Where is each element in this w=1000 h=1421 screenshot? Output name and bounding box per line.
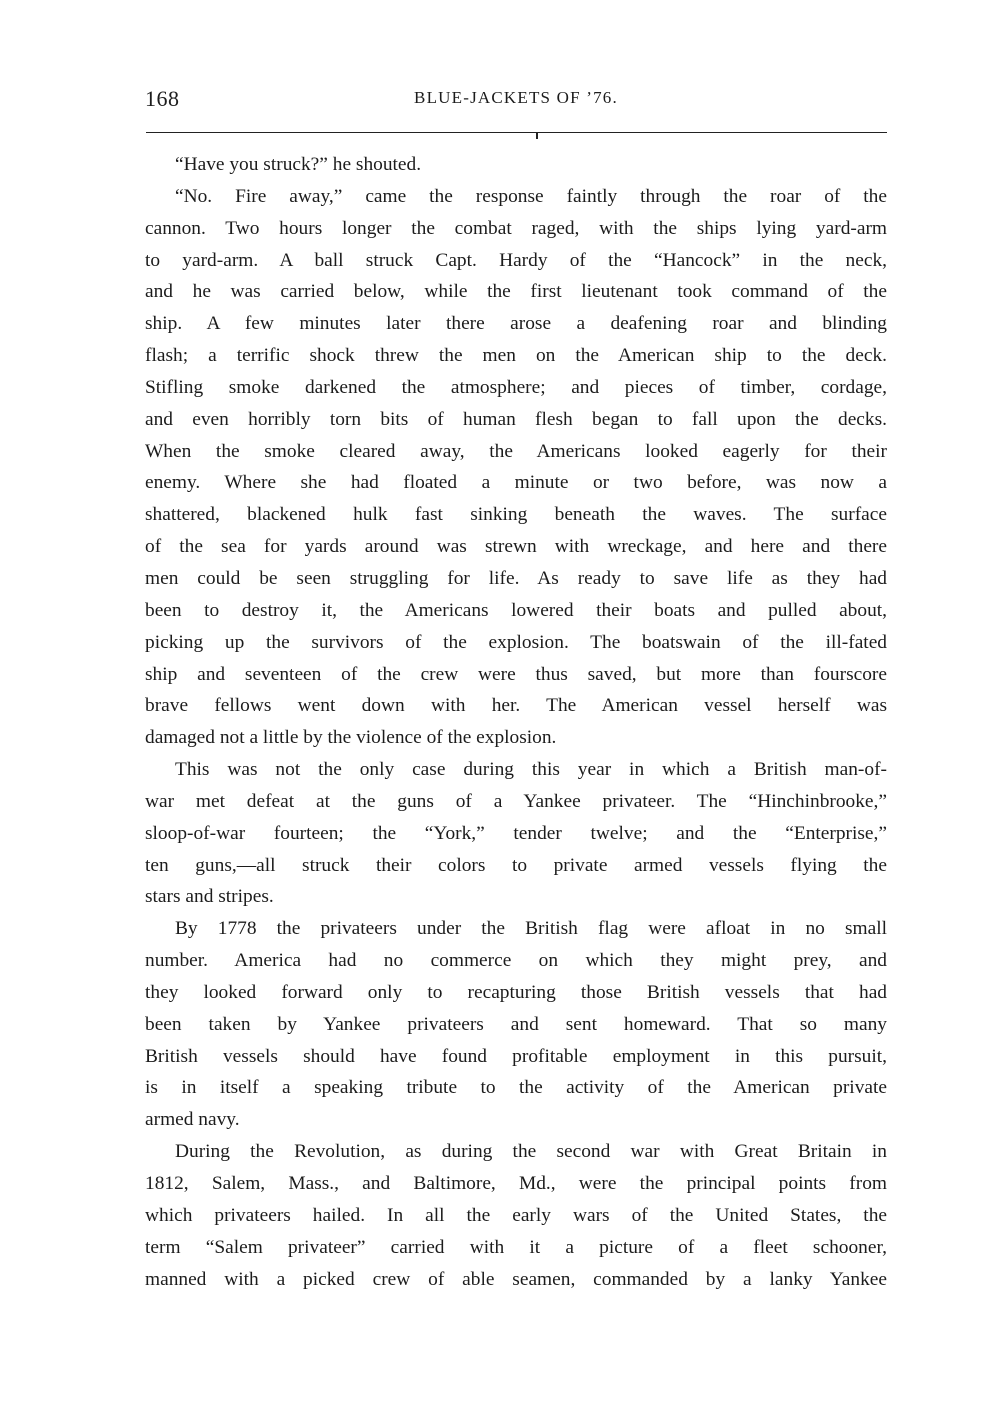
text-line: stars and stripes. — [145, 886, 274, 908]
text-line: and even horribly torn bits of human flesh began to fall upon the decks. — [145, 408, 887, 430]
paragraph — [145, 149, 887, 181]
text-line: been to destroy it, the Americans lowered their boats and pulled about, — [145, 599, 887, 621]
text-line: ship. A few minutes later there arose a deafening roar and blinding — [145, 313, 887, 335]
header-rule — [146, 132, 887, 133]
text-line: British vessels should have found profitable employment in this pursuit, — [145, 1045, 887, 1067]
text-line: and he was carried below, while the first lieutenant took command of the — [145, 281, 887, 303]
text-line: 1812, Salem, Mass., and Baltimore, Md., were the principal points from — [145, 1173, 887, 1194]
text-line: armed navy. — [145, 1109, 240, 1131]
text-line: which privateers hailed. In all the early wars of the United States, the — [145, 1204, 887, 1226]
text-line: “No. Fire away,” came the response faintly through the roar of the — [175, 185, 887, 207]
page-number: 168 — [145, 86, 180, 111]
paragraph — [145, 1136, 887, 1295]
header-rule-mark — [536, 132, 538, 139]
paragraph — [145, 754, 887, 913]
text-line: they looked forward only to recapturing those British vessels that had — [145, 981, 887, 1003]
text-line: to yard-arm. A ball struck Capt. Hardy of the “Hancock” in the neck, — [145, 249, 887, 271]
text-line: ten guns,—all struck their colors to private armed vessels flying the — [145, 854, 887, 876]
text-line: of the sea for yards around was strewn with wreckage, and here and there — [145, 536, 887, 558]
text-line: During the Revolution, as during the second war with Great Britain in — [175, 1141, 887, 1163]
paragraph — [145, 913, 887, 1136]
text-line: been taken by Yankee privateers and sent homeward. That so many — [145, 1013, 887, 1035]
text-line: This was not the only case during this year in which a British man-of- — [175, 759, 887, 781]
text-line: ship and seventeen of the crew were thus saved, but more than fourscore — [145, 663, 887, 685]
text-line: war met defeat at the guns of a Yankee privateer. The “Hinchinbrooke,” — [145, 790, 887, 812]
text-line: brave fellows went down with her. The American vessel herself was — [145, 695, 887, 717]
text-line: By 1778 the privateers under the British flag were afloat in no small — [175, 918, 887, 940]
text-line: shattered, blackened hulk fast sinking beneath the waves. The surface — [145, 504, 887, 526]
text-line: men could be seen struggling for life. As ready to save life as they had — [145, 567, 887, 589]
text-line: is in itself a speaking tribute to the activity of the American private — [145, 1077, 887, 1099]
text-line: cannon. Two hours longer the combat raged, with the ships lying yard-arm — [145, 217, 887, 239]
text-line: manned with a picked crew of able seamen, commanded by a lanky Yankee — [145, 1268, 887, 1290]
text-line: “Have you struck?” he shouted. — [175, 154, 422, 175]
text-line: flash; a terrific shock threw the men on the American ship to the deck. — [145, 345, 887, 367]
text-line: number. America had no commerce on which they might prey, and — [145, 950, 887, 972]
text-line: picking up the survivors of the explosion. The boatswain of the ill-fated — [145, 631, 887, 653]
page-header — [145, 86, 887, 116]
text-line: term “Salem privateer” carried with it a picture of a fleet schooner, — [145, 1236, 887, 1258]
paragraph — [145, 181, 887, 754]
body-text — [145, 149, 887, 1295]
text-line: sloop-of-war fourteen; the “York,” tender twelve; and the “Enterprise,” — [145, 822, 887, 844]
text-line: damaged not a little by the violence of the explosion. — [145, 727, 557, 749]
text-line: enemy. Where she had floated a minute or two before, was now a — [145, 472, 887, 494]
running-head: BLUE-JACKETS OF ’76. — [414, 88, 618, 107]
text-line: When the smoke cleared away, the Americans looked eagerly for their — [145, 440, 887, 462]
text-line: Stifling smoke darkened the atmosphere; and pieces of timber, cordage, — [145, 376, 887, 398]
